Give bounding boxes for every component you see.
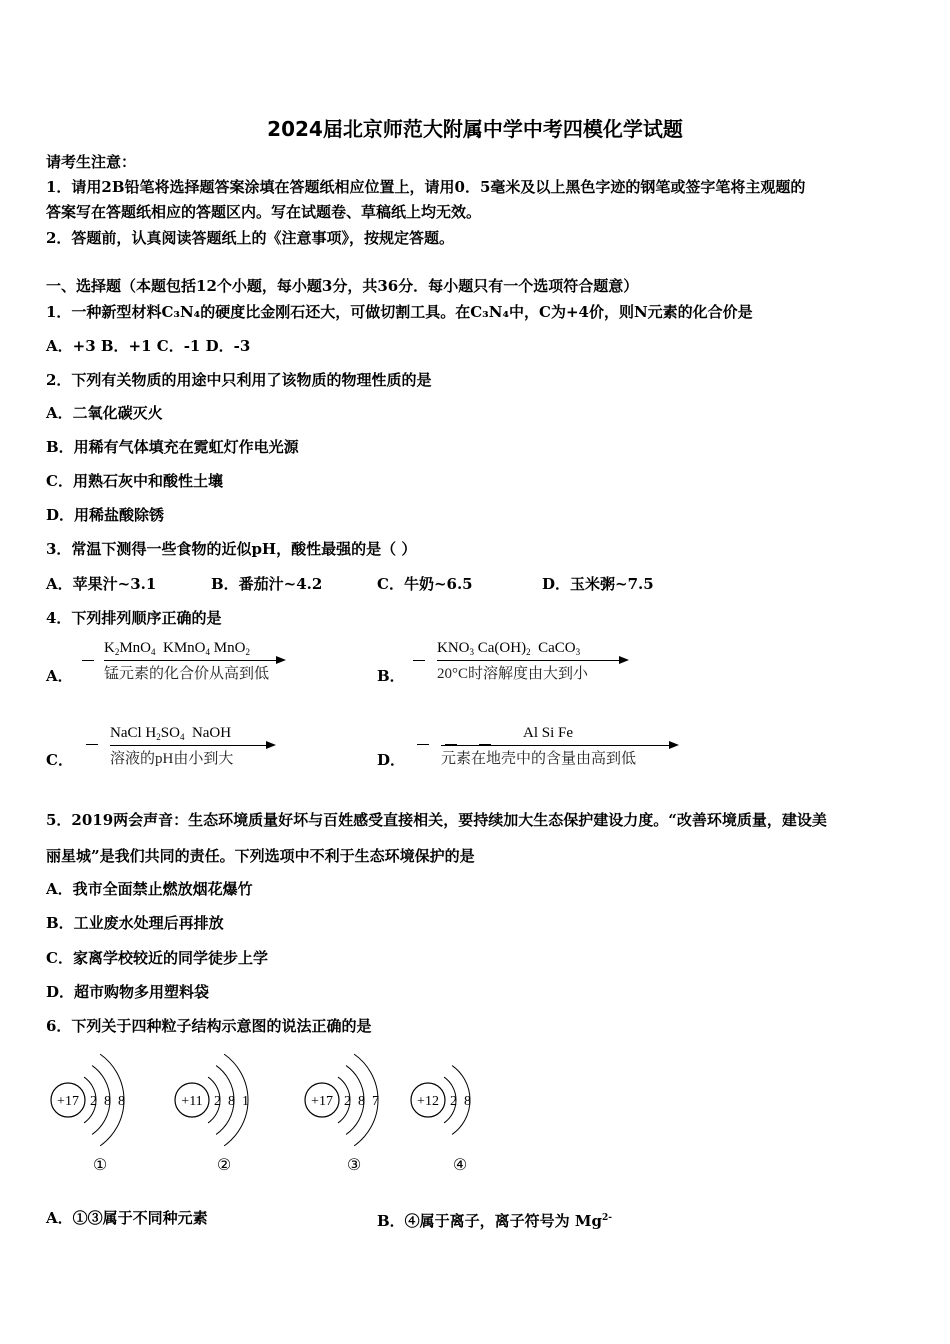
q6-option-b-charge: 2-: [602, 1213, 612, 1223]
q1-options: A．+3 B．+1 C．-1 D．-3: [46, 337, 251, 355]
q4-b-arrowhead: [619, 656, 629, 664]
electron-count: 2: [90, 1094, 97, 1109]
q5-option-a: A．我市全面禁止燃放烟花爆竹: [46, 880, 253, 898]
electron-count: 8: [104, 1094, 111, 1109]
q4-a-line: [104, 660, 276, 661]
particle-1: [51, 1054, 125, 1174]
q4-option-a-label: A．: [46, 667, 73, 685]
q3-option-a: A．苹果汁~3.1: [46, 575, 157, 593]
section-heading: 一、选择题（本题包括12个小题，每小题3分，共36分．每小题只有一个选项符合题意）: [46, 277, 639, 295]
q4-b-line: [437, 660, 619, 661]
particle-4: [411, 1066, 471, 1174]
electron-count: 8: [118, 1094, 125, 1109]
q5-stem-line-2: 丽星城”是我们共同的责任。下列选项中不利于生态环境保护的是: [46, 847, 475, 865]
q6-stem: 6．下列关于四种粒子结构示意图的说法正确的是: [46, 1017, 372, 1035]
q5-stem-line-1: 5．2019两会声音：生态环境质量好坏与百姓感受直接相关，要持续加大生态保护建设力度。“改善环境质量，建设美: [46, 811, 827, 829]
particle-label: ①: [92, 1155, 108, 1174]
q4-c-formulas: NaCl $H_2SO_4$ NaOH: [110, 725, 232, 742]
q4-stem: 4．下列排列顺序正确的是: [46, 609, 222, 627]
page-title: 2024届北京师范大附属中学中考四模化学试题: [267, 117, 683, 141]
notice-line-2: 2．答题前，认真阅读答题纸上的《注意事项》，按规定答题。: [46, 229, 454, 247]
electron-count: 1: [242, 1094, 249, 1109]
q4-c-caption: 溶液的pH由小到大: [110, 751, 234, 767]
electron-count: 2: [344, 1094, 351, 1109]
q2-stem: 2．下列有关物质的用途中只利用了该物质的物理性质的是: [46, 371, 432, 389]
particle-label: ③: [346, 1155, 362, 1174]
q4-option-d-arrow: [441, 725, 696, 770]
q4-a-caption: 锰元素的化合价从高到低: [104, 666, 270, 682]
q4-b-formulas: $KNO_3$ $Ca(OH)_2$ CaCO$_3$: [437, 640, 581, 657]
particle-3: [305, 1054, 379, 1174]
q4-option-a-arrow: [104, 640, 294, 685]
nucleus-charge: +17: [311, 1094, 333, 1109]
notice-line-1a: 1．请用2B铅笔将选择题答案涂填在答题纸相应位置上，请用0．5毫米及以上黑色字迹的钢笔或签字笔将主观题的: [46, 178, 806, 196]
electron-count: 8: [228, 1094, 235, 1109]
q4-option-b-arrow: [437, 640, 637, 685]
electron-count: 2: [450, 1094, 457, 1109]
q4-a-formulas: $K_2MnO_4$ KMnO$_4$ MnO$_2$: [104, 640, 250, 657]
particle-2: [175, 1054, 249, 1174]
q4-c-line: [110, 745, 266, 746]
q4-c-arrowhead: [266, 741, 276, 749]
notice-heading: 请考生注意：: [46, 153, 137, 171]
q2-option-a: A．二氧化碳灭火: [46, 404, 163, 422]
q4-option-d-label: D．: [377, 751, 406, 769]
q4-option-b-label: B．: [377, 667, 405, 685]
q4-b-dash: [413, 660, 425, 661]
particle-structure-diagrams: [40, 1040, 500, 1180]
q4-b-caption: 20°C时溶解度由大到小: [437, 666, 589, 682]
q3-stem: 3．常温下测得一些食物的近似pH，酸性最强的是（ ）: [46, 540, 417, 558]
q4-d-arrowhead: [669, 741, 679, 749]
q5-option-d: D．超市购物多用塑料袋: [46, 983, 210, 1001]
particle-label: ④: [452, 1155, 468, 1174]
q4-d-line: [441, 745, 669, 746]
q1-stem: 1．一种新型材料C₃N₄的硬度比金刚石还大，可做切割工具。在C₃N₄中，C为+4价，则N元素的化合价是: [46, 303, 753, 321]
q5-option-c: C．家离学校较近的同学徒步上学: [46, 949, 268, 967]
electron-count: 8: [358, 1094, 365, 1109]
electron-count: 8: [464, 1094, 471, 1109]
q3-option-c: C．牛奶~6.5: [377, 575, 473, 593]
q3-option-d: D．玉米粥~7.5: [542, 575, 654, 593]
electron-count: 2: [214, 1094, 221, 1109]
q2-option-c: C．用熟石灰中和酸性土壤: [46, 472, 223, 490]
q4-a-dash: [82, 660, 94, 661]
q2-option-b: B．用稀有气体填充在霓虹灯作电光源: [46, 438, 299, 456]
q4-option-c-arrow: [110, 725, 290, 770]
nucleus-charge: +17: [57, 1094, 79, 1109]
nucleus-charge: +12: [417, 1094, 439, 1109]
particle-label: ②: [216, 1155, 232, 1174]
q5-option-b: B．工业废水处理后再排放: [46, 914, 224, 932]
nucleus-charge: +11: [181, 1094, 203, 1109]
q2-option-d: D．用稀盐酸除锈: [46, 506, 165, 524]
q4-d-dash-1: [417, 744, 429, 745]
q6-option-b: [377, 1208, 612, 1231]
q4-d-caption: 元素在地壳中的含量由高到低: [441, 751, 637, 767]
notice-line-1b: 答案写在答题纸相应的答题区内。写在试题卷、草稿纸上均无效。: [46, 203, 482, 221]
q4-d-elements: Al Si Fe: [523, 725, 574, 741]
electron-count: 7: [372, 1094, 379, 1109]
q4-a-arrowhead: [276, 656, 286, 664]
q4-c-dash: [86, 744, 98, 745]
q3-option-b: B．番茄汁~4.2: [211, 575, 323, 593]
q6-option-a: A．①③属于不同种元素: [46, 1209, 208, 1227]
q6-option-b-text: B．④属于离子，离子符号为 Mg: [377, 1212, 602, 1230]
q4-option-c-label: C．: [46, 751, 73, 769]
